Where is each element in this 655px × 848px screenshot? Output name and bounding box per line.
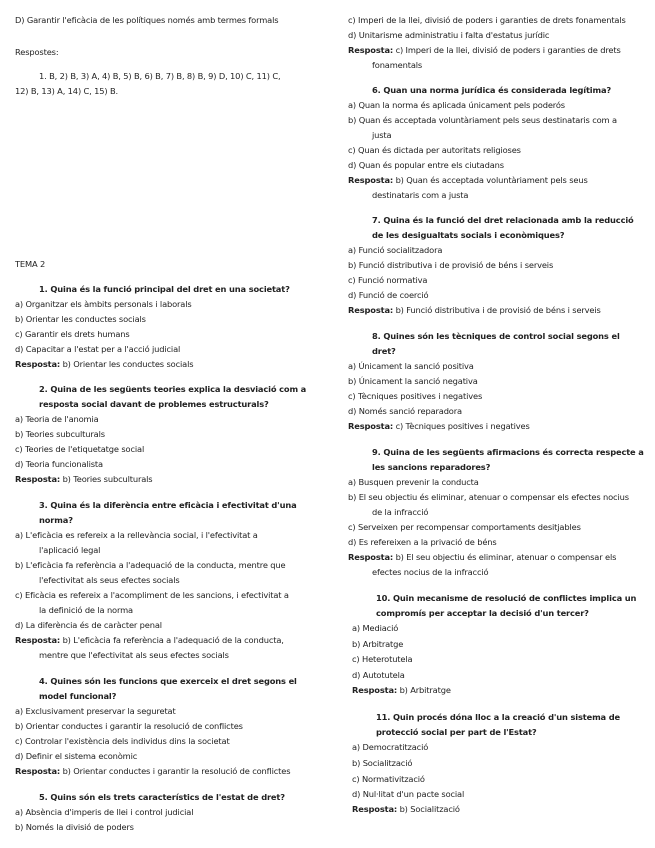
question-11-title-line-1: 11. Quin procés dóna lloc a la creació d'un sistema de <box>376 712 621 722</box>
q9-option-c: c) Serveixen per recompensar comportaments desitjables <box>348 522 581 532</box>
question-8-title-line-2: dret? <box>372 346 396 356</box>
q4-option-a: a) Exclusivament preservar la seguretat <box>15 706 176 716</box>
question-9-title-line-2: les sancions reparadores? <box>372 462 491 472</box>
question-4-title-line-2: model funcional? <box>39 691 117 701</box>
q5-answer-text: c) Imperi de la llei, divisió de poders i garanties de drets <box>393 45 621 55</box>
q6-option-b-line-2: justa <box>372 130 392 140</box>
q1-answer <box>15 357 193 373</box>
q3-answer-line-1 <box>15 633 284 649</box>
q7-answer <box>348 303 601 319</box>
q3-option-a-line-2: l'aplicació legal <box>39 545 101 555</box>
q8-option-c: c) Tècniques positives i negatives <box>348 391 483 401</box>
question-3-title-line-1: 3. Quina és la diferència entre eficàcia i efectivitat d'una <box>39 500 297 510</box>
q7-option-b: b) Funció distributiva i de provisió de béns i serveis <box>348 260 554 270</box>
q3-option-c-line-1: c) Eficàcia es refereix a l'acompliment de les sancions, i efectivitat a <box>15 590 289 600</box>
q3-option-d: d) La diferència és de caràcter penal <box>15 620 162 630</box>
q11-option-a: a) Democratització <box>352 742 429 752</box>
q4-option-b: b) Orientar conductes i garantir la resolució de conflictes <box>15 721 243 731</box>
q6-option-c: c) Quan és dictada per autoritats religioses <box>348 145 521 155</box>
q5-answer-line-1 <box>348 43 621 59</box>
q10-option-a: a) Mediació <box>352 623 399 633</box>
q3-option-b-line-1: b) L'eficàcia fa referència a l'adequació de la conducta, mentre que <box>15 560 286 570</box>
q10-option-d: d) Autotutela <box>352 670 405 680</box>
q2-answer-text: b) Teories subculturals <box>60 474 153 484</box>
q9-option-d: d) Es refereixen a la privació de béns <box>348 537 497 547</box>
q9-option-b-line-1: b) El seu objectiu és eliminar, atenuar o compensar els efectes nocius <box>348 492 629 502</box>
q1-answer-text: b) Orientar les conductes socials <box>60 359 194 369</box>
q6-option-d: d) Quan és popular entre els ciutadans <box>348 160 504 170</box>
q10-answer-label: Resposta: <box>352 685 398 695</box>
q11-answer <box>352 802 460 818</box>
q2-answer-label: Resposta: <box>15 474 61 484</box>
q9-answer-label: Resposta: <box>348 552 394 562</box>
question-2-title-line-2: resposta social davant de problemes estructurals? <box>39 399 269 409</box>
q3-option-a-line-1: a) L'eficàcia es refereix a la rellevància social, i l'efectivitat a <box>15 530 258 540</box>
section-heading-tema-2: TEMA 2 <box>15 259 46 269</box>
q1-option-b: b) Orientar les conductes socials <box>15 314 146 324</box>
q11-option-b: b) Socialització <box>352 758 413 768</box>
q6-option-b-line-1: b) Quan és acceptada voluntàriament pels seus destinataris com a <box>348 115 617 125</box>
q6-answer-line-1 <box>348 173 588 189</box>
question-2-title-line-1: 2. Quina de les següents teories explica la desviació com a <box>39 384 307 394</box>
question-1-title: 1. Quina és la funció principal del dret en una societat? <box>39 284 290 294</box>
q6-answer-line-2: destinataris com a justa <box>372 190 469 200</box>
q5-option-c: c) Imperi de la llei, divisió de poders i garanties de drets fonamentals <box>348 15 626 25</box>
q9-answer-text: b) El seu objectiu és eliminar, atenuar o compensar els <box>393 552 617 562</box>
question-4-title-line-1: 4. Quines són les funcions que exerceix el dret segons el <box>39 676 297 686</box>
q8-option-b: b) Únicament la sanció negativa <box>348 376 478 386</box>
q6-answer-text: b) Quan és acceptada voluntàriament pels seus <box>393 175 588 185</box>
q2-option-c: c) Teories de l'etiquetatge social <box>15 444 145 454</box>
q8-option-a: a) Únicament la sanció positiva <box>348 361 474 371</box>
q10-answer-text: b) Arbitratge <box>397 685 451 695</box>
question-7-title-line-2: de les desigualtats socials i econòmiques? <box>372 230 565 240</box>
respostes-label: Respostes: <box>15 47 59 57</box>
question-5-title: 5. Quins són els trets característics de l'estat de dret? <box>39 792 285 802</box>
q1-answer-label: Resposta: <box>15 359 61 369</box>
q7-option-d: d) Funció de coerció <box>348 290 429 300</box>
q6-option-a: a) Quan la norma és aplicada únicament pels poderós <box>348 100 565 110</box>
question-10-title-line-2: compromís per acceptar la decisió d'un tercer? <box>376 608 589 618</box>
q5-option-b: b) Només la divisió de poders <box>15 822 134 832</box>
question-3-title-line-2: norma? <box>39 515 73 525</box>
q3-answer-label: Resposta: <box>15 635 61 645</box>
q7-option-c: c) Funció normativa <box>348 275 428 285</box>
q1-option-c: c) Garantir els drets humans <box>15 329 130 339</box>
answer-key-line-2: 12) B, 13) A, 14) C, 15) B. <box>15 86 118 96</box>
q1-option-d: d) Capacitar a l'estat per a l'acció judicial <box>15 344 181 354</box>
q8-option-d: d) Només sanció reparadora <box>348 406 462 416</box>
q7-option-a: a) Funció socialitzadora <box>348 245 443 255</box>
q4-answer-text: b) Orientar conductes i garantir la resolució de conflictes <box>60 766 291 776</box>
q7-answer-text: b) Funció distributiva i de provisió de béns i serveis <box>393 305 601 315</box>
q11-answer-text: b) Socialització <box>397 804 460 814</box>
q2-answer <box>15 472 152 488</box>
question-7-title-line-1: 7. Quina és la funció del dret relacionada amb la reducció <box>372 215 634 225</box>
q3-answer-line-2: mentre que l'efectivitat als seus efectes socials <box>39 650 229 660</box>
q2-option-d: d) Teoria funcionalista <box>15 459 103 469</box>
q4-answer-label: Resposta: <box>15 766 61 776</box>
q8-answer-label: Resposta: <box>348 421 394 431</box>
q5-answer-label: Resposta: <box>348 45 394 55</box>
q9-option-a: a) Busquen prevenir la conducta <box>348 477 479 487</box>
q3-option-c-line-2: la definició de la norma <box>39 605 133 615</box>
q8-answer-text: c) Tècniques positives i negatives <box>393 421 530 431</box>
question-8-title-line-1: 8. Quines són les tècniques de control social segons el <box>372 331 620 341</box>
q5-option-d: d) Unitarisme administratiu i falta d'estatus jurídic <box>348 30 550 40</box>
q7-answer-label: Resposta: <box>348 305 394 315</box>
question-11-title-line-2: protecció social per part de l'Estat? <box>376 727 537 737</box>
q11-option-d: d) Nul·litat d'un pacte social <box>352 789 465 799</box>
question-9-title-line-1: 9. Quina de les següents afirmacions és correcta respecte a <box>372 447 644 457</box>
q8-answer <box>348 419 530 435</box>
question-10-title-line-1: 10. Quin mecanisme de resolució de conflictes implica un <box>376 593 637 603</box>
q6-answer-label: Resposta: <box>348 175 394 185</box>
q10-option-c: c) Heterotutela <box>352 654 413 664</box>
q10-answer <box>352 683 451 699</box>
q5-answer-line-2: fonamentals <box>372 60 423 70</box>
q11-option-c: c) Normativització <box>352 774 425 784</box>
q3-answer-text: b) L'eficàcia fa referència a l'adequació de la conducta, <box>60 635 284 645</box>
q4-answer <box>15 764 290 780</box>
q4-option-d: d) Definir el sistema econòmic <box>15 751 138 761</box>
q9-answer-line-2: efectes nocius de la infracció <box>372 567 489 577</box>
q5-option-a: a) Absència d'imperis de llei i control judicial <box>15 807 194 817</box>
q3-option-b-line-2: l'efectivitat als seus efectes socials <box>39 575 180 585</box>
q9-option-b-line-2: de la infracció <box>372 507 429 517</box>
q2-option-b: b) Teories subculturals <box>15 429 105 439</box>
q2-option-a: a) Teoria de l'anomia <box>15 414 99 424</box>
q4-option-c: c) Controlar l'existència dels individus dins la societat <box>15 736 230 746</box>
q9-answer-line-1 <box>348 550 616 566</box>
q11-answer-label: Resposta: <box>352 804 398 814</box>
q10-option-b: b) Arbitratge <box>352 639 404 649</box>
q1-option-a: a) Organitzar els àmbits personals i laborals <box>15 299 192 309</box>
answer-key-line-1: 1. B, 2) B, 3) A, 4) B, 5) B, 6) B, 7) B, 8) B, 9) D, 10) C, 11) C, <box>39 71 281 81</box>
question-6-title: 6. Quan una norma jurídica és considerada legítima? <box>372 85 612 95</box>
previous-option-d: D) Garantir l'eficàcia de les polítiques només amb termes formals <box>15 15 279 25</box>
